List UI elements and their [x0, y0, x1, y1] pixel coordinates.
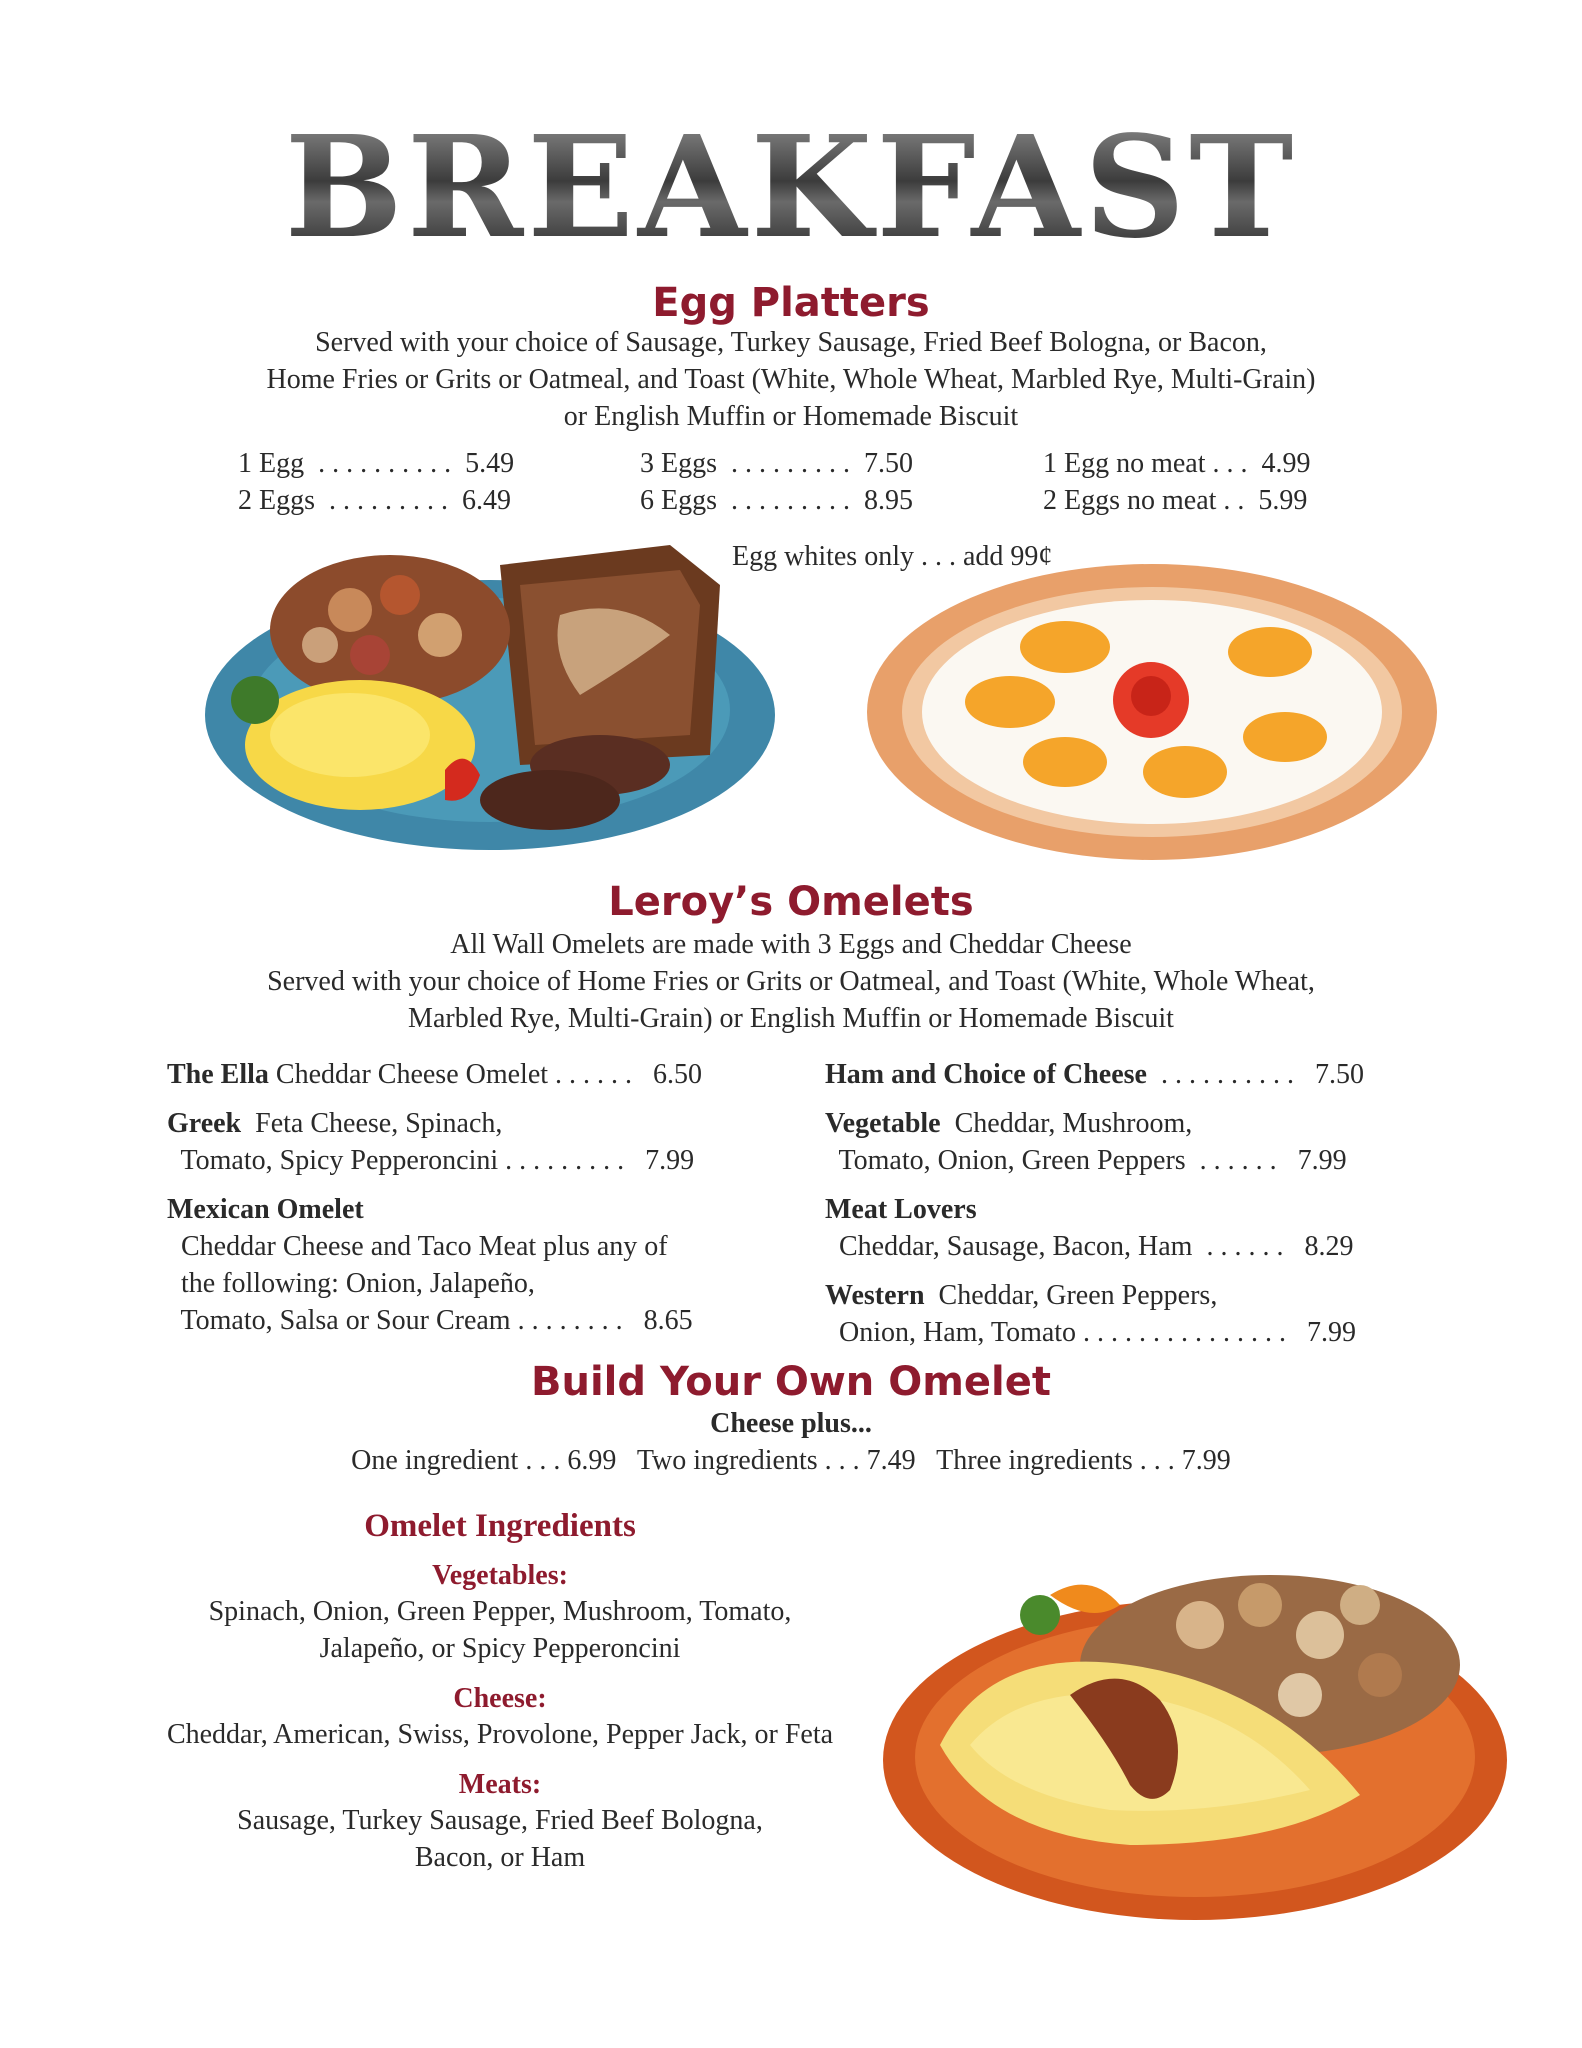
cheese-line: Cheddar, American, Swiss, Provolone, Pepper Jack, or Feta: [166, 1719, 834, 1750]
egg-platters-desc-2: Home Fries or Grits or Oatmeal, and Toast (White, Whole Wheat, Marbled Rye, Multi-Grain): [266, 364, 1316, 395]
build-omelet-heading: Build Your Own Omelet: [531, 1359, 1051, 1405]
omelet-meat-lovers-line1: Cheddar, Sausage, Bacon, Ham . . . . . . 8.29: [825, 1231, 1354, 1262]
price-2-eggs-no-meat: 2 Eggs no meat . . 5.99: [1043, 485, 1308, 516]
meats-line2: Bacon, or Ham: [414, 1842, 586, 1873]
meats-line1: Sausage, Turkey Sausage, Fried Beef Bologna,: [237, 1805, 763, 1836]
cheese-plus: Cheese plus...: [710, 1408, 872, 1439]
egg-platters-desc-1: Served with your choice of Sausage, Turkey Sausage, Fried Beef Bologna, or Bacon,: [315, 327, 1267, 358]
omelet-mexican: Mexican Omelet: [167, 1194, 364, 1225]
price-3-eggs: 3 Eggs . . . . . . . . . 7.50: [640, 448, 913, 479]
fried-eggs-photo: [865, 562, 1440, 862]
ingredients-heading: Omelet Ingredients: [364, 1508, 636, 1544]
omelets-desc-3: Marbled Rye, Multi-Grain) or English Muffin or Homemade Biscuit: [408, 1003, 1174, 1034]
egg-platters-heading: Egg Platters: [652, 280, 930, 326]
meats-label: Meats:: [458, 1769, 542, 1800]
egg-platters-desc-3: or English Muffin or Homemade Biscuit: [563, 401, 1019, 432]
build-prices: One ingredient . . . 6.99 Two ingredients . . . 7.49 Three ingredients . . . 7.99: [351, 1445, 1231, 1476]
omelet-mexican-line2: the following: Onion, Jalapeño,: [167, 1268, 535, 1299]
omelets-desc-2: Served with your choice of Home Fries or Grits or Oatmeal, and Toast (White, Whole Wheat,: [267, 966, 1315, 997]
omelets-heading: Leroy’s Omelets: [608, 879, 974, 925]
price-6-eggs: 6 Eggs . . . . . . . . . 8.95: [640, 485, 913, 516]
omelet-western-line2: Onion, Ham, Tomato . . . . . . . . . . . . . . . 7.99: [825, 1317, 1357, 1348]
price-2-eggs: 2 Eggs . . . . . . . . . 6.49: [238, 485, 511, 516]
omelet-greek: Greek Feta Cheese, Spinach,: [167, 1108, 503, 1139]
vegetables-line1: Spinach, Onion, Green Pepper, Mushroom, Tomato,: [208, 1596, 792, 1627]
omelet-greek-line2: Tomato, Spicy Pepperoncini . . . . . . . . . 7.99: [167, 1145, 695, 1176]
omelet-platter-photo: [880, 1545, 1510, 1925]
omelet-meat-lovers: Meat Lovers: [825, 1194, 977, 1225]
omelet-mexican-line3: Tomato, Salsa or Sour Cream . . . . . . . . 8.65: [167, 1305, 693, 1336]
egg-platter-photo: [200, 525, 780, 860]
omelet-the-ella: The Ella Cheddar Cheese Omelet . . . . . . 6.50: [167, 1059, 703, 1090]
omelet-western: Western Cheddar, Green Peppers,: [825, 1280, 1218, 1311]
price-1-egg-no-meat: 1 Egg no meat . . . 4.99: [1043, 448, 1311, 479]
price-1-egg: 1 Egg . . . . . . . . . . 5.49: [238, 448, 515, 479]
cheese-label: Cheese:: [453, 1683, 547, 1714]
omelet-vegetable-line2: Tomato, Onion, Green Peppers . . . . . . 7.99: [825, 1145, 1347, 1176]
omelet-ham-cheese: Ham and Choice of Cheese . . . . . . . . . . 7.50: [825, 1059, 1364, 1090]
vegetables-line2: Jalapeño, or Spicy Pepperoncini: [319, 1633, 681, 1664]
omelets-desc-1: All Wall Omelets are made with 3 Eggs and Cheddar Cheese: [450, 929, 1132, 960]
egg-whites-note: Egg whites only . . . add 99¢: [732, 541, 1053, 572]
vegetables-label: Vegetables:: [432, 1560, 568, 1591]
omelet-vegetable: Vegetable Cheddar, Mushroom,: [825, 1108, 1193, 1139]
omelet-mexican-line1: Cheddar Cheese and Taco Meat plus any of: [167, 1231, 668, 1262]
page-title: BREAKFAST: [0, 118, 1582, 258]
